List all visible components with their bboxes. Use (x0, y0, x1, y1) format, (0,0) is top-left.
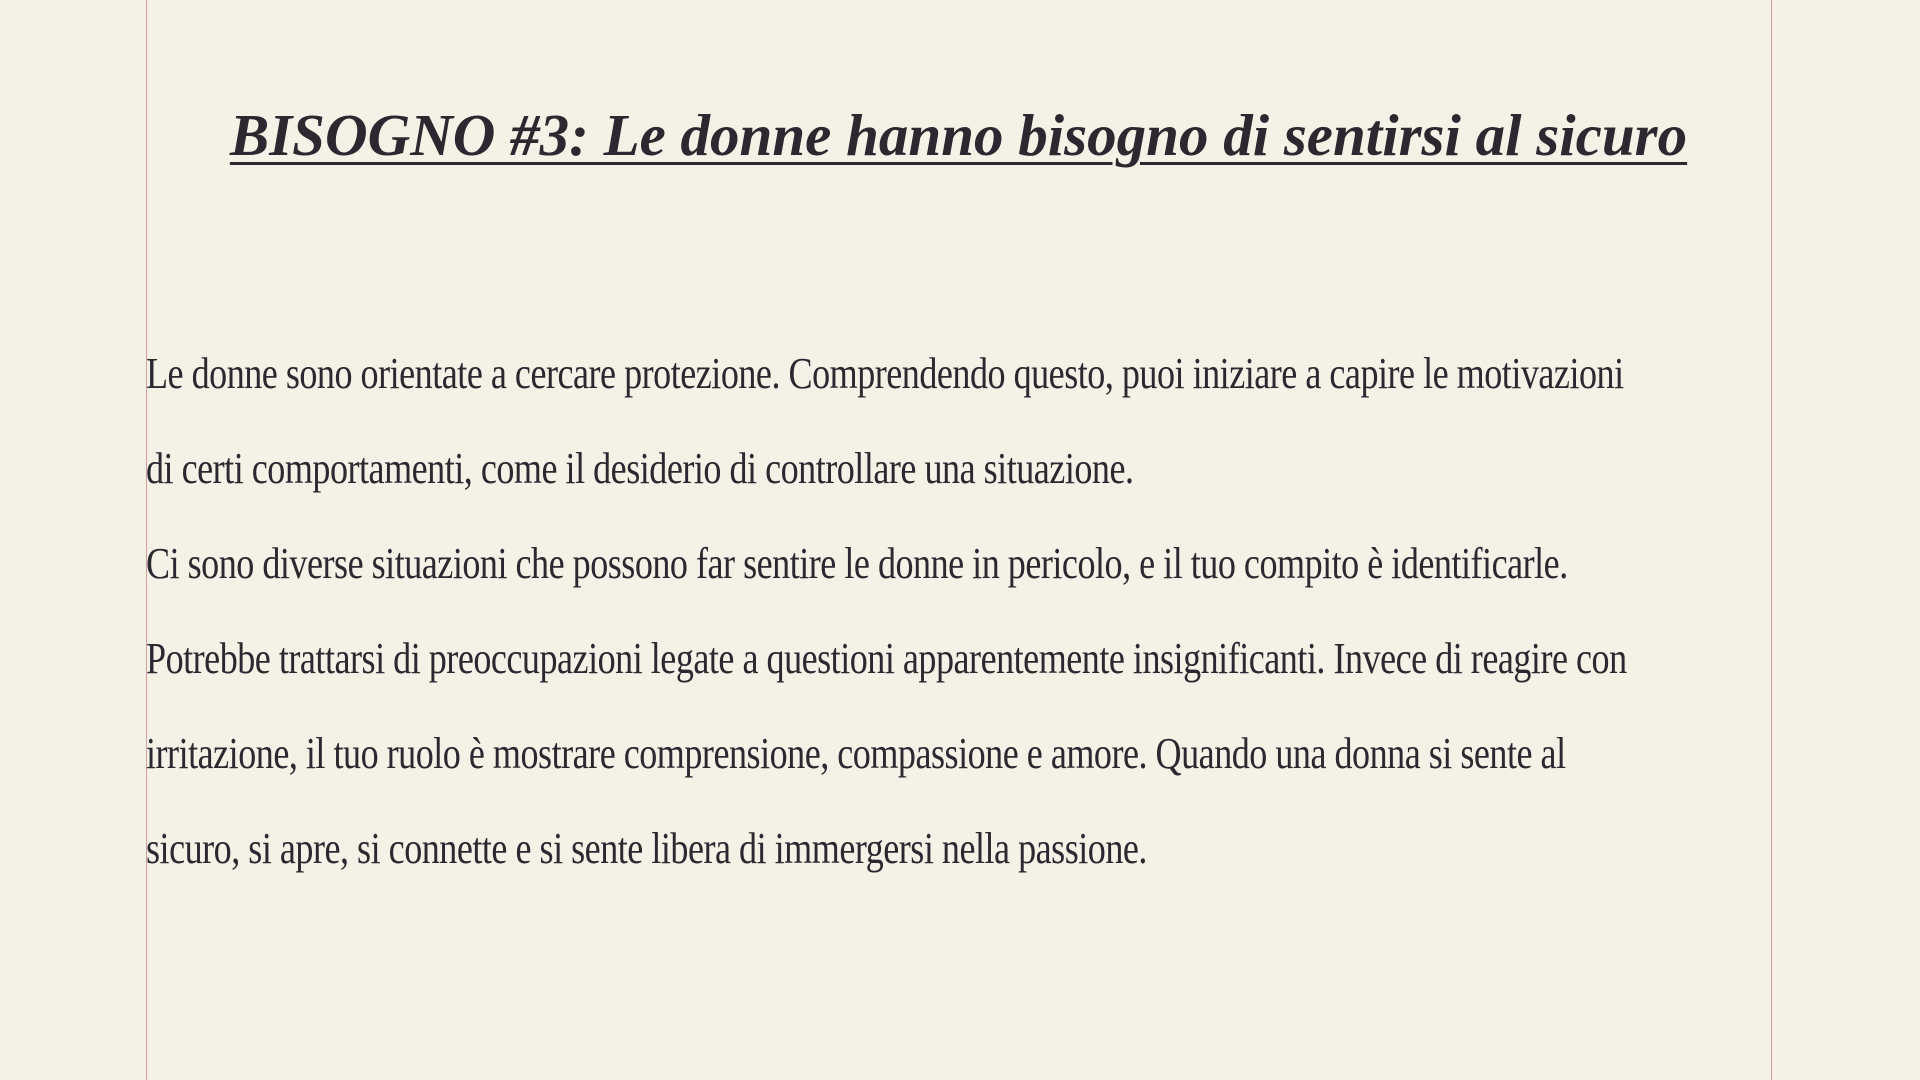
body-line-5: irritazione, il tuo ruolo è mostrare comprensione, compassione e amore. Quando una donna si sente al (146, 729, 1566, 778)
body-line-2: di certi comportamenti, come il desiderio di controllare una situazione. (146, 444, 1134, 493)
page-title: BISOGNO #3: Le donne hanno bisogno di sentirsi al sicuro (229, 102, 1688, 168)
body-line-6: sicuro, si apre, si connette e si sente libera di immergersi nella passione. (146, 824, 1147, 873)
body-line-3: Ci sono diverse situazioni che possono far sentire le donne in pericolo, e il tuo compito è identificarle. (146, 539, 1568, 588)
body-line-4: Potrebbe trattarsi di preoccupazioni legate a questioni apparentemente insignificanti. Invece di reagire con (146, 634, 1627, 683)
body-paragraphs (146, 340, 1786, 910)
body-line-1: Le donne sono orientate a cercare protezione. Comprendendo questo, puoi iniziare a capire le motivazioni (146, 349, 1624, 398)
